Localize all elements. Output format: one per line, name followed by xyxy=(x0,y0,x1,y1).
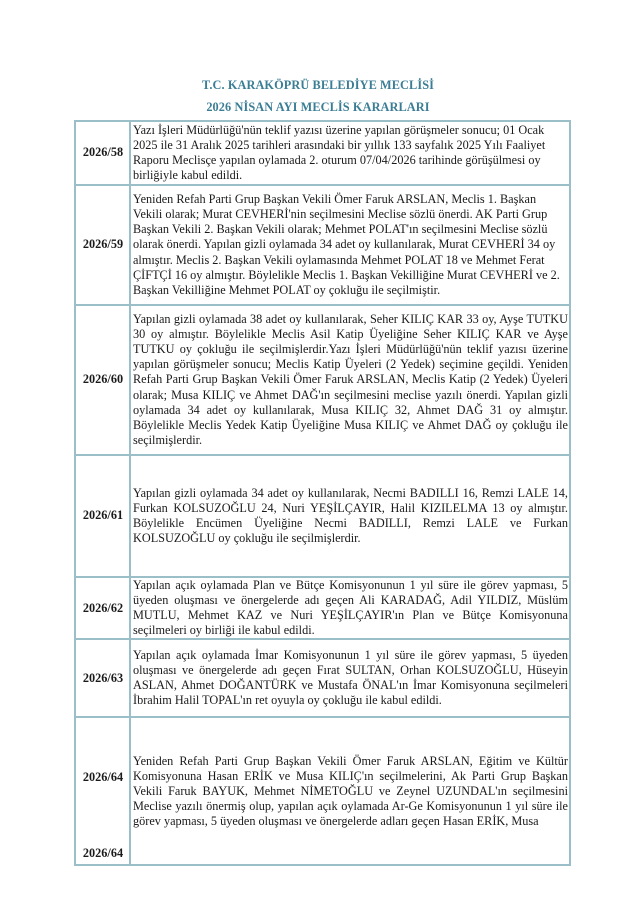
decision-row xyxy=(75,639,570,717)
decision-text: Yazı İşleri Müdürlüğü'nün teklif yazısı üzerine yapılan görüşmeler sonucu; 01 Ocak 2025 ile 31 Aralık 2025 tarihleri arasındaki bir yıllık 133 sayfalık 2025 Yılı Faaliyet Raporu Meclisçe yapılan oylamada 2. oturum 07/04/2026 tarihinde görüşülmesi oy birliğiyle kabul edildi. xyxy=(130,121,570,185)
decision-text: Yeniden Refah Parti Grup Başkan Vekili Ömer Faruk ARSLAN, Meclis 1. Başkan Vekili olarak; Murat CEVHERİ'nin seçilmesini Meclise sözlü önerdi. AK Parti Grup Başkan Vekili 2. Başkan Vekili olarak; Mehmet POLAT'ın seçilmesini Meclise sözlü olarak önerdi. Yapılan gizli oylamada 34 adet oy kullanılarak, Murat CEVHERİ 34 oy almıştır. Meclis 2. Başkan Vekili oylamasında Mehmet POLAT 18 ve Mehmet Ferat ÇİFTÇİ 16 oy almıştır. Böylelikle Meclis 1. Başkan Vekilliğine Murat CEVHERİ ve 2. Başkan Vekilliğine Mehmet POLAT oy çokluğu ile seçilmiştir. xyxy=(130,185,570,305)
document-subtitle: 2026 NİSAN AYI MECLİS KARARLARI xyxy=(206,100,430,114)
decision-number: 2026/62 xyxy=(75,577,130,639)
decision-text: Yapılan açık oylamada Plan ve Bütçe Komisyonunun 1 yıl süre ile görev yapması, 5 üyeden oluşması ve önergelerde adı geçen Ali KARADAĞ, Adil YILDIZ, Müslüm MUTLU, Mehmet KAZ ve Nuri YEŞİLÇAYIR'ın Plan ve Bütçe Komisyonuna seçilmeleri oy birliği ile kabul edildi. xyxy=(130,577,570,639)
decision-text: Yeniden Refah Parti Grup Başkan Vekili Ömer Faruk ARSLAN, Eğitim ve Kültür Komisyonuna Hasan ERİK ve Musa KILIÇ'ın seçilmelerini, Ak Parti Grup Başkan Vekili Faruk BAYUK, Mehmet NİMETOĞLU ve Zeynel UZUNDAL'ın seçilmesini Meclise yazılı önermiş olup, yapılan açık oylamada Ar-Ge Komisyonunun 1 yıl süre ile görev yapması, 5 üyeden oluşması ve önergelerde adları geçen Hasan ERİK, Musa xyxy=(130,717,570,865)
decision-text: Yapılan gizli oylamada 34 adet oy kullanılarak, Necmi BADILLI 16, Remzi LALE 14, Furkan KOLSUZOĞLU 24, Nuri YEŞİLÇAYIR, Halil KIZILELMA 13 oy almıştır. Böylelikle Encümen Üyeliğine Necmi BADILLI, Remzi LALE ve Furkan KOLSUZOĞLU oy çokluğu ile seçilmişlerdir. xyxy=(130,455,570,577)
decision-row xyxy=(75,305,570,455)
decision-row xyxy=(75,121,570,185)
decision-number: 2026/59 xyxy=(75,185,130,305)
decision-row xyxy=(75,185,570,305)
decision-number-continued: 2026/64 xyxy=(82,845,124,860)
decision-number: 2026/63 xyxy=(75,639,130,717)
decision-text: Yapılan açık oylamada İmar Komisyonunun 1 yıl süre ile görev yapması, 5 üyeden oluşması ve önergelerde adı geçen Fırat SULTAN, Orhan KOLSUZOĞLU, Hüseyin ASLAN, Ahmet DOĞANTÜRK ve Mustafa ÖNAL'ın İmar Komisyonuna seçilmeleri İbrahim Halil TOPAL'ın ret oyuyla oy çokluğu ile kabul edildi. xyxy=(130,639,570,717)
document-header xyxy=(0,74,636,118)
decision-number: 2026/64 xyxy=(82,769,124,784)
decision-row xyxy=(75,577,570,639)
document-title: T.C. KARAKÖPRÜ BELEDİYE MECLİSİ xyxy=(201,78,435,92)
decision-row xyxy=(75,717,570,865)
decisions-table xyxy=(74,120,571,866)
decision-number: 2026/61 xyxy=(75,455,130,577)
decision-number: 2026/58 xyxy=(75,121,130,185)
decision-row xyxy=(75,455,570,577)
decision-number-cell xyxy=(75,717,130,865)
decision-text: Yapılan gizli oylamada 38 adet oy kullanılarak, Seher KILIÇ KAR 33 oy, Ayşe TUTKU 30 oy almıştır. Böylelikle Meclis Asil Katip Üyeliğine Seher KILIÇ KAR ve Ayşe TUTKU oy çokluğu ile seçilmişlerdir.Yazı İşleri Müdürlüğü'nün teklif yazısı üzerine yapılan görüşmeler sonucu; Meclis Katip Üyeleri (2 Yedek) seçimine geçildi. Yeniden Refah Parti Grup Başkan Vekili Ömer Faruk ARSLAN, Meclis Katip (2 Yedek) Üyeleri olarak; Musa KILIÇ ve Ahmet DAĞ'ın seçilmesini meclise yazılı önerdi. Yapılan gizli oylamada 34 adet oy kullanılarak, Musa KILIÇ 32, Ahmet DAĞ 31 oy almıştır. Böylelikle Meclis Yedek Katip Üyeliğine Musa KILIÇ ve Ahmet DAĞ oy çokluğu ile seçilmişlerdir. xyxy=(130,305,570,455)
decision-number: 2026/60 xyxy=(75,305,130,455)
